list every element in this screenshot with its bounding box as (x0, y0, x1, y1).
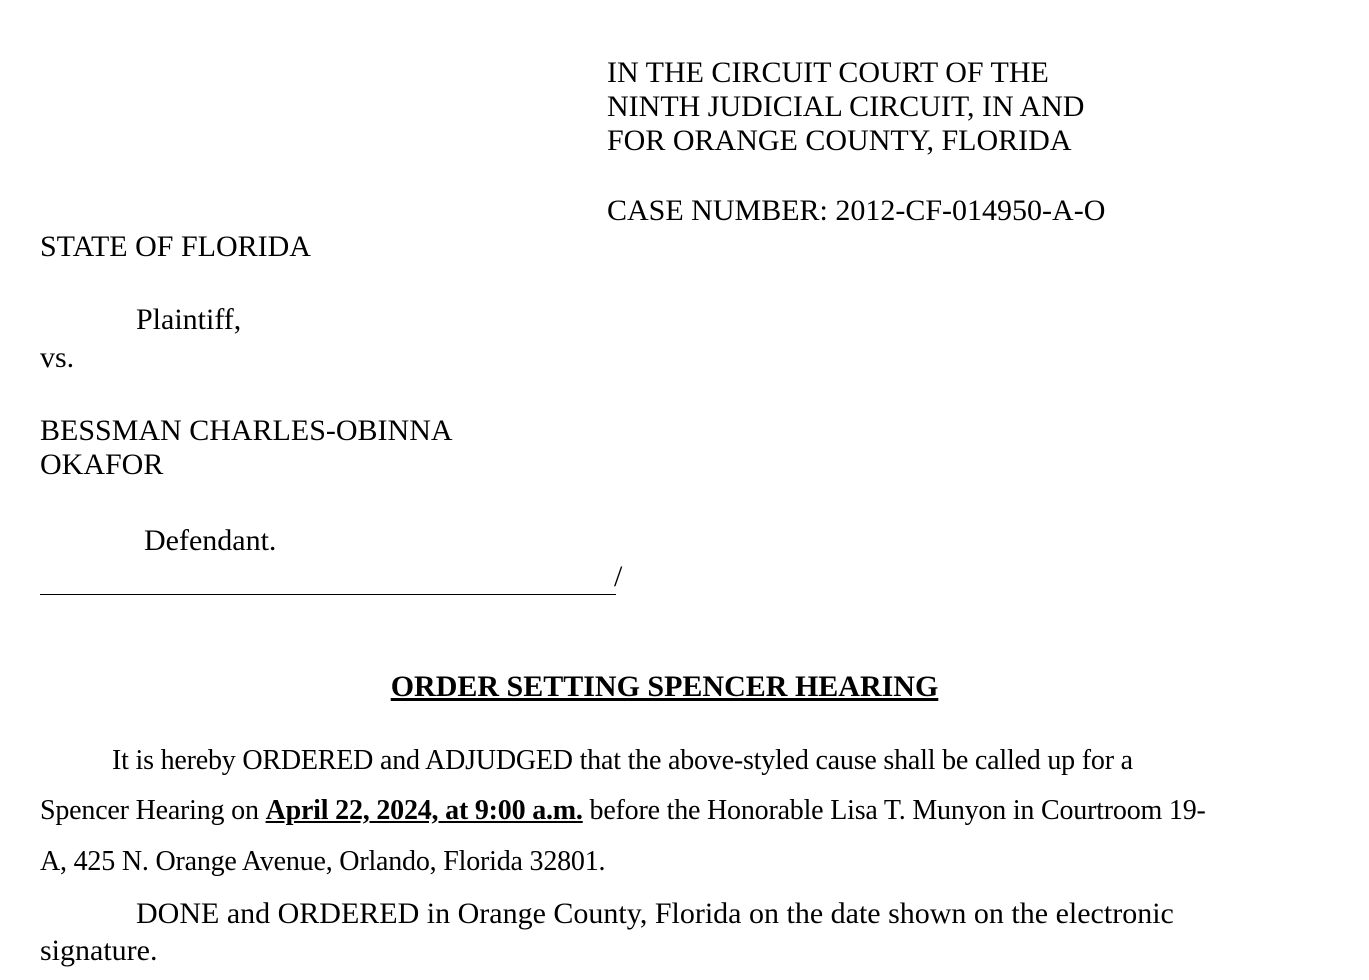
order-title: ORDER SETTING SPENCER HEARING (390, 670, 939, 703)
court-header (607, 56, 1084, 158)
defendant-label: Defendant. (144, 524, 277, 557)
defendant-name (40, 414, 453, 482)
hearing-text-before: Spencer Hearing on (40, 795, 266, 826)
order-paragraph-2-line-1: DONE and ORDERED in Orange County, Florida on the date shown on the electronic (136, 897, 1174, 930)
case-number: CASE NUMBER: 2012-CF-014950-A-O (607, 194, 1106, 227)
plaintiff-label: Plaintiff, (136, 303, 242, 336)
plaintiff-name: STATE OF FLORIDA (40, 230, 311, 263)
order-paragraph-1-line-1: It is hereby ORDERED and ADJUDGED that the above-styled cause shall be called up for a (112, 745, 1133, 776)
order-paragraph-2-line-2: signature. (40, 934, 158, 967)
caption-slash: / (614, 560, 623, 593)
defendant-name-line-1: BESSMAN CHARLES-OBINNA (40, 414, 453, 447)
versus-label: vs. (40, 341, 75, 374)
court-header-line-1: IN THE CIRCUIT COURT OF THE (607, 56, 1049, 89)
order-paragraph-1-line-3: A, 425 N. Orange Avenue, Orlando, Florida 32801. (40, 846, 606, 877)
hearing-date-time: April 22, 2024, at 9:00 a.m. (265, 795, 583, 826)
caption-divider (40, 594, 616, 595)
court-header-line-2: NINTH JUDICIAL CIRCUIT, IN AND (607, 90, 1085, 123)
hearing-text-after: before the Honorable Lisa T. Munyon in Courtroom 19- (582, 795, 1206, 826)
court-header-line-3: FOR ORANGE COUNTY, FLORIDA (607, 124, 1072, 157)
defendant-name-line-2: OKAFOR (40, 448, 164, 481)
order-paragraph-1-line-2 (40, 794, 1206, 828)
